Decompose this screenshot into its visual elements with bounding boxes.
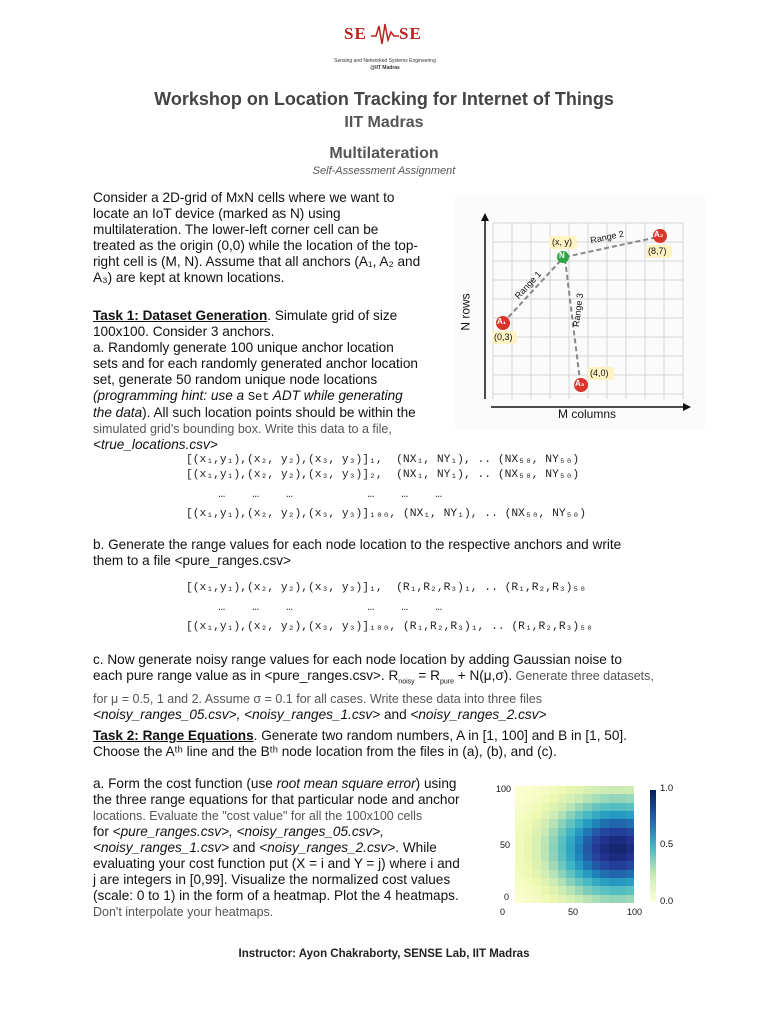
- heatmap-cell: [515, 870, 524, 878]
- heatmap-cell: [609, 803, 618, 811]
- logo-pulse-icon: [371, 22, 399, 46]
- task2-a-text: for: [93, 824, 113, 839]
- task1-text: simulated grid's bounding box. Write this data to a file,: [93, 422, 392, 436]
- heatmap-cell: [592, 803, 601, 811]
- heatmap-figure: [490, 778, 690, 923]
- range-3-label: Range 3: [570, 292, 586, 328]
- heatmap-cell: [566, 870, 575, 878]
- heatmap-cell: [583, 803, 592, 811]
- colorbar-tick: 1.0: [660, 783, 674, 794]
- part-b-text: b. Generate the range values for each node location to the respective anchors and write: [93, 537, 622, 552]
- heatmap-cell: [541, 794, 550, 802]
- heatmap-cell: [592, 794, 601, 802]
- intro-line: A₃) are kept at known locations.: [93, 270, 285, 285]
- heatmap-cell: [592, 886, 601, 894]
- task1-text: . Simulate grid of size: [267, 308, 398, 323]
- intro-line: treated as the origin (0,0) while the location of the top-: [93, 238, 418, 253]
- heatmap-cell: [575, 828, 584, 836]
- instructor-footer: Instructor: Ayon Chakraborty, SENSE Lab, IIT Madras: [238, 948, 530, 960]
- heatmap-x-tick: 0: [500, 907, 506, 917]
- task1-hint: (programming hint: use a: [93, 388, 248, 403]
- heatmap-cell: [575, 819, 584, 827]
- heatmap-x-tick: 100: [627, 907, 643, 917]
- heatmap-cell: [515, 811, 524, 819]
- heatmap-cell: [549, 886, 558, 894]
- colorbar-tick: 0.0: [660, 896, 674, 907]
- heatmap-cell: [626, 870, 635, 878]
- intro-line: Consider a 2D-grid of MxN cells where we want to: [93, 190, 395, 205]
- anchor-a3-label: A₃: [575, 379, 585, 388]
- heatmap-cell: [566, 861, 575, 869]
- heatmap-cell: [524, 794, 533, 802]
- heatmap-cell: [566, 794, 575, 802]
- heatmap-cell: [575, 878, 584, 886]
- heatmap-cell: [575, 870, 584, 878]
- heatmap-cell: [583, 828, 592, 836]
- heatmap-cell: [617, 786, 626, 794]
- heatmap-cell: [558, 803, 567, 811]
- part-c-text: and: [380, 706, 411, 722]
- heatmap-cell: [609, 786, 618, 794]
- heatmap-y-tick: 0: [504, 892, 510, 902]
- code-row: [(x₁,y₁),(x₂, y₂),(x₃, y₃)]₁₀₀, (R₁,R₂,R₃)₁, .. (R₁,R₂,R₃)₅₀: [186, 621, 593, 633]
- heatmap-cell: [626, 828, 635, 836]
- heatmap-cell: [583, 878, 592, 886]
- heatmap-cell: [541, 895, 550, 903]
- heatmap-cell: [609, 861, 618, 869]
- logo-institute: @IIT Madras: [370, 65, 400, 71]
- heatmap-cell: [583, 886, 592, 894]
- heatmap-cell: [617, 886, 626, 894]
- task1-part-c: [93, 652, 693, 723]
- heatmap-cell: [532, 794, 541, 802]
- heatmap-cell: [558, 794, 567, 802]
- heatmap-cell: [532, 878, 541, 886]
- heatmap-cell: [592, 853, 601, 861]
- code-row: [(x₁,y₁),(x₂, y₂),(x₃, y₃)]₁, (NX₁, NY₁), .. (NX₅₀, NY₅₀): [186, 454, 580, 466]
- heatmap-cell: [592, 878, 601, 886]
- heatmap-cell: [617, 861, 626, 869]
- true-locations-table: [186, 454, 586, 520]
- heatmap-cell: [566, 886, 575, 894]
- heatmap-cell: [600, 886, 609, 894]
- heatmap-cell: [549, 803, 558, 811]
- task2-text: . Generate two random numbers, A in [1, 100] and B in [1, 50].: [253, 728, 627, 743]
- heatmap-cell: [617, 836, 626, 844]
- heatmap-cell: [524, 895, 533, 903]
- heatmap-cell: [617, 844, 626, 852]
- subscript: noisy: [398, 678, 415, 686]
- heatmap-cell: [617, 828, 626, 836]
- task2-a-text: locations. Evaluate the "cost value" for all the 100x100 cells: [93, 809, 423, 823]
- x-axis-label: M columns: [558, 407, 617, 421]
- heatmap-cell: [609, 886, 618, 894]
- heatmap-cell: [541, 811, 550, 819]
- heatmap-cell: [558, 836, 567, 844]
- heatmap-cell: [575, 853, 584, 861]
- true-locations-file: <true_locations.csv>: [93, 437, 218, 452]
- heatmap-cell: [532, 853, 541, 861]
- heatmap-cell: [583, 836, 592, 844]
- heatmap-cell: [626, 811, 635, 819]
- heatmap-cell: [549, 819, 558, 827]
- heatmap-cell: [532, 844, 541, 852]
- heatmap-cell: [626, 844, 635, 852]
- heatmap-cell: [609, 819, 618, 827]
- task2-a-text: a. Form the cost function (use: [93, 776, 277, 791]
- part-c-text: each pure range value as in <pure_ranges.csv>. R: [93, 668, 399, 683]
- heatmap-cell: [609, 895, 618, 903]
- heatmap-cell: [541, 861, 550, 869]
- node-coord-label: (x, y): [552, 237, 572, 247]
- heatmap-cell: [566, 786, 575, 794]
- task1-hint: the data: [93, 405, 143, 420]
- heatmap-cell: [566, 844, 575, 852]
- heatmap-cell: [600, 878, 609, 886]
- heatmap-cell: [541, 870, 550, 878]
- heatmap-cell: [617, 819, 626, 827]
- heatmap-cell: [524, 844, 533, 852]
- heatmap-cell: [524, 853, 533, 861]
- heatmap-cell: [558, 870, 567, 878]
- heatmap-cell: [600, 828, 609, 836]
- heatmap-cell: [609, 811, 618, 819]
- task1-text: sets and for each randomly generated anchor location: [93, 356, 418, 371]
- heatmap-cell: [600, 895, 609, 903]
- task2-a-italic: <noisy_ranges_1.csv>: [93, 840, 230, 855]
- heatmap-cell: [575, 811, 584, 819]
- task1-text: set, generate 50 random unique node locations: [93, 372, 378, 387]
- task1-section: [93, 308, 443, 453]
- logo-brand-right: SE: [399, 24, 422, 43]
- code-row-ellipsis: … … … … … …: [198, 602, 443, 614]
- heatmap-y-tick: 50: [500, 840, 511, 850]
- heatmap-cell: [549, 895, 558, 903]
- heatmap-cell: [532, 819, 541, 827]
- task2-part-a: [93, 776, 483, 920]
- heatmap-cell: [600, 870, 609, 878]
- heatmap-cell: [583, 870, 592, 878]
- heatmap-cell: [626, 819, 635, 827]
- part-c-text: c. Now generate noisy range values for each node location by adding Gaussian noise to: [93, 652, 622, 667]
- heatmap-cell: [524, 828, 533, 836]
- logo-brand-left: SE: [344, 24, 367, 43]
- range-2-label: Range 2: [589, 228, 625, 246]
- heatmap-cell: [626, 886, 635, 894]
- y-axis-label: N rows: [458, 293, 473, 331]
- heatmap-cell: [617, 794, 626, 802]
- task2-a-text: . While: [395, 840, 437, 855]
- heatmap-cell: [592, 811, 601, 819]
- heatmap-cell: [515, 895, 524, 903]
- heatmap-cell: [558, 861, 567, 869]
- heatmap-cell: [532, 895, 541, 903]
- noisy-files: <noisy_ranges_05.csv>, <noisy_ranges_1.csv>: [93, 706, 381, 722]
- heatmap-cell: [515, 794, 524, 802]
- heatmap-cell: [532, 870, 541, 878]
- heatmap-cell: [592, 786, 601, 794]
- heatmap-cell: [600, 803, 609, 811]
- intro-paragraph: [93, 190, 443, 286]
- heatmap-cell: [524, 886, 533, 894]
- heatmap-cell: [617, 803, 626, 811]
- heatmap-cell: [592, 895, 601, 903]
- task2-a-text: ) using: [415, 776, 457, 791]
- range-1-label: Range 1: [512, 269, 544, 301]
- heatmap-cell: [558, 811, 567, 819]
- heatmap-cell: [583, 794, 592, 802]
- heatmap-cell: [515, 853, 524, 861]
- heatmap-cell: [558, 844, 567, 852]
- task2-a-italic: <noisy_ranges_2.csv>: [259, 840, 396, 855]
- heatmap-cell: [592, 844, 601, 852]
- heatmap-cell: [541, 886, 550, 894]
- heatmap-cell: [566, 819, 575, 827]
- heatmap-cell: [549, 853, 558, 861]
- heatmap-cell: [524, 836, 533, 844]
- task1-text: a. Randomly generate 100 unique anchor location: [93, 340, 394, 355]
- heatmap-cell: [549, 794, 558, 802]
- task2-a-text: Don't interpolate your heatmaps.: [93, 905, 274, 919]
- heatmap-cell: [532, 861, 541, 869]
- heatmap-cell: [524, 786, 533, 794]
- noisy-files: <noisy_ranges_2.csv>: [410, 706, 547, 722]
- intro-line: locate an IoT device (marked as N) using: [93, 206, 341, 221]
- anchor-a1-label: A₁: [497, 317, 507, 326]
- task2-a-text: and: [229, 840, 260, 855]
- heatmap-cell: [626, 803, 635, 811]
- heatmap-cell: [583, 861, 592, 869]
- task2-a-text: evaluating your cost function put (X = i and Y = j) where i and: [93, 856, 460, 871]
- anchor-a2-label: A₂: [654, 230, 664, 239]
- heatmap-cell: [575, 786, 584, 794]
- heatmap-cell: [609, 836, 618, 844]
- heatmap-cell: [515, 861, 524, 869]
- heatmap-cell: [549, 870, 558, 878]
- heatmap-cell: [566, 828, 575, 836]
- heatmap-cell: [515, 819, 524, 827]
- heatmap-cell: [617, 878, 626, 886]
- heatmap-cell: [515, 886, 524, 894]
- heatmap-cell: [549, 828, 558, 836]
- heatmap-cell: [600, 836, 609, 844]
- heatmap-cell: [592, 836, 601, 844]
- heatmap-cell: [575, 861, 584, 869]
- heatmap-y-tick: 100: [496, 784, 512, 794]
- task1-hint: ADT while generating: [269, 388, 403, 403]
- heatmap-cell: [609, 870, 618, 878]
- anchor-a2-coord: (8,7): [648, 246, 667, 256]
- heatmap-cell: [532, 836, 541, 844]
- heatmap-cell: [524, 861, 533, 869]
- logo: [330, 22, 440, 82]
- heatmap-cell: [583, 786, 592, 794]
- heatmap-cell: [583, 811, 592, 819]
- heatmap-cell: [549, 786, 558, 794]
- heatmap-cell: [558, 878, 567, 886]
- code-row: [(x₁,y₁),(x₂, y₂),(x₃, y₃)]₁₀₀, (NX₁, NY₁), .. (NX₅₀, NY₅₀): [186, 508, 586, 520]
- heatmap-cell: [558, 786, 567, 794]
- part-c-text: + N(μ,σ).: [453, 668, 513, 683]
- heatmap-cell: [558, 895, 567, 903]
- heatmap-cell: [541, 819, 550, 827]
- heatmap-cell: [626, 836, 635, 844]
- heatmap-cell: [515, 803, 524, 811]
- heatmap-colorbar: [650, 790, 656, 902]
- heatmap-cell: [549, 836, 558, 844]
- heatmap-cell: [566, 895, 575, 903]
- task2-a-italic: root mean square error: [276, 776, 416, 791]
- heatmap-x-tick: 50: [568, 907, 579, 917]
- heatmap-cell: [592, 861, 601, 869]
- heatmap-cell: [515, 878, 524, 886]
- task2-text: Choose the Aᵗʰ line and the Bᵗʰ node location from the files in (a), (b), and (c).: [93, 744, 557, 759]
- heatmap-cell: [558, 853, 567, 861]
- colorbar-tick: 0.5: [660, 839, 674, 850]
- heatmap-cell: [549, 844, 558, 852]
- heatmap-cell: [626, 895, 635, 903]
- intro-line: multilateration. The lower-left corner cell can be: [93, 222, 379, 237]
- heatmap-cell: [609, 853, 618, 861]
- heatmap-cell: [549, 861, 558, 869]
- grid-diagram: [455, 195, 705, 430]
- heatmap-cell: [592, 819, 601, 827]
- task2-a-italic: <pure_ranges.csv>, <noisy_ranges_05.csv>,: [112, 824, 384, 839]
- heatmap-cell: [626, 786, 635, 794]
- heatmap-cell: [600, 819, 609, 827]
- heatmap-cell: [609, 828, 618, 836]
- heatmap-cell: [524, 803, 533, 811]
- task2-a-text: j are integers in [0,99]. Visualize the normalized cost values: [93, 872, 451, 887]
- topic-heading: Multilateration: [329, 145, 439, 162]
- heatmap-cell: [626, 853, 635, 861]
- heatmap-cell: [609, 878, 618, 886]
- heatmap-cell: [617, 853, 626, 861]
- task1-hint-code: Set: [247, 390, 270, 404]
- heatmap-cell: [575, 794, 584, 802]
- heatmap-cell: [575, 803, 584, 811]
- heatmap-cell: [515, 786, 524, 794]
- task1-heading: Task 1: Dataset Generation: [93, 308, 268, 323]
- code-row: [(x₁,y₁),(x₂, y₂),(x₃, y₃)]₁, (R₁,R₂,R₃)₁, .. (R₁,R₂,R₃)₅₀: [186, 582, 586, 594]
- part-b-text: them to a file <pure_ranges.csv>: [93, 553, 291, 568]
- heatmap-cell: [549, 811, 558, 819]
- heatmap-cell: [541, 844, 550, 852]
- heatmap-cell: [617, 895, 626, 903]
- heatmap-cell: [532, 786, 541, 794]
- heatmap-cell: [541, 878, 550, 886]
- heatmap-cell: [617, 870, 626, 878]
- heatmap-cell: [515, 828, 524, 836]
- part-c-text: = R: [414, 668, 440, 683]
- heatmap-cell: [583, 844, 592, 852]
- heatmap-cell: [592, 870, 601, 878]
- heatmap-cell: [515, 836, 524, 844]
- heatmap-cell: [532, 828, 541, 836]
- institute-heading: IIT Madras: [344, 114, 424, 131]
- task2-a-text: (scale: 0 to 1) in the form of a heatmap. Plot the 4 heatmaps.: [93, 888, 459, 903]
- task2-a-text: the three range equations for that particular node and anchor: [93, 792, 460, 807]
- heatmap-cell: [592, 828, 601, 836]
- heatmap-cell: [575, 836, 584, 844]
- heatmap-cell: [583, 895, 592, 903]
- task1-text: 100x100. Consider 3 anchors.: [93, 324, 275, 339]
- part-c-text: for μ = 0.5, 1 and 2. Assume σ = 0.1 for all cases. Write these data into three files: [93, 691, 542, 706]
- heatmap-cell: [524, 878, 533, 886]
- logo-tagline: Sensing and Networked Systems Engineering: [334, 58, 436, 64]
- heatmap-cell: [575, 895, 584, 903]
- heatmap-cell: [600, 811, 609, 819]
- heatmap-cell: [558, 886, 567, 894]
- anchor-a1-coord: (0,3): [494, 332, 513, 342]
- task1-text: ). All such location points should be within the: [142, 405, 416, 420]
- heatmap-cell: [558, 828, 567, 836]
- heatmap-cell: [532, 803, 541, 811]
- heatmap-cell: [558, 819, 567, 827]
- heatmap-cell: [600, 853, 609, 861]
- subscript: pure: [439, 678, 454, 686]
- heatmap-cell: [600, 786, 609, 794]
- heatmap-cell: [566, 811, 575, 819]
- heatmap-cell: [617, 811, 626, 819]
- anchor-a3-coord: (4,0): [590, 368, 609, 378]
- heatmap-cell: [566, 803, 575, 811]
- heatmap-cell: [626, 794, 635, 802]
- assignment-subtitle: Self-Assessment Assignment: [312, 165, 456, 177]
- heatmap-cell: [541, 803, 550, 811]
- code-row: [(x₁,y₁),(x₂, y₂),(x₃, y₃)]₂, (NX₁, NY₁), .. (NX₅₀, NY₅₀): [186, 469, 580, 481]
- heatmap-cell: [541, 836, 550, 844]
- heatmap-cell: [583, 853, 592, 861]
- code-row-ellipsis: … … … … … …: [198, 489, 443, 501]
- heatmap-grid: [515, 786, 634, 903]
- node-label: N: [559, 251, 565, 260]
- heatmap-cell: [541, 853, 550, 861]
- heatmap-cell: [609, 794, 618, 802]
- heatmap-cell: [566, 878, 575, 886]
- heatmap-cell: [626, 878, 635, 886]
- part-c-text: Generate three datasets,: [512, 669, 654, 683]
- task1-part-b: [93, 537, 693, 569]
- heatmap-cell: [549, 878, 558, 886]
- heatmap-cell: [515, 844, 524, 852]
- heatmap-cell: [524, 870, 533, 878]
- heatmap-cell: [524, 811, 533, 819]
- heatmap-cell: [600, 844, 609, 852]
- heatmap-cell: [524, 819, 533, 827]
- heatmap-cell: [532, 811, 541, 819]
- task2-section: [93, 728, 693, 760]
- pure-ranges-table: [186, 582, 593, 633]
- page-title: Workshop on Location Tracking for Internet of Things: [154, 89, 614, 109]
- task2-heading: Task 2: Range Equations: [93, 728, 254, 743]
- heatmap-cell: [541, 786, 550, 794]
- heatmap-cell: [609, 844, 618, 852]
- heatmap-cell: [575, 844, 584, 852]
- heatmap-cell: [600, 794, 609, 802]
- heatmap-cell: [566, 836, 575, 844]
- heatmap-cell: [566, 853, 575, 861]
- heatmap-cell: [600, 861, 609, 869]
- heatmap-cell: [575, 886, 584, 894]
- heatmap-cell: [583, 819, 592, 827]
- intro-line: right cell is (M, N). Assume that all anchors (A₁, A₂ and: [93, 254, 421, 269]
- heatmap-cell: [626, 861, 635, 869]
- heatmap-cell: [541, 828, 550, 836]
- heatmap-cell: [532, 886, 541, 894]
